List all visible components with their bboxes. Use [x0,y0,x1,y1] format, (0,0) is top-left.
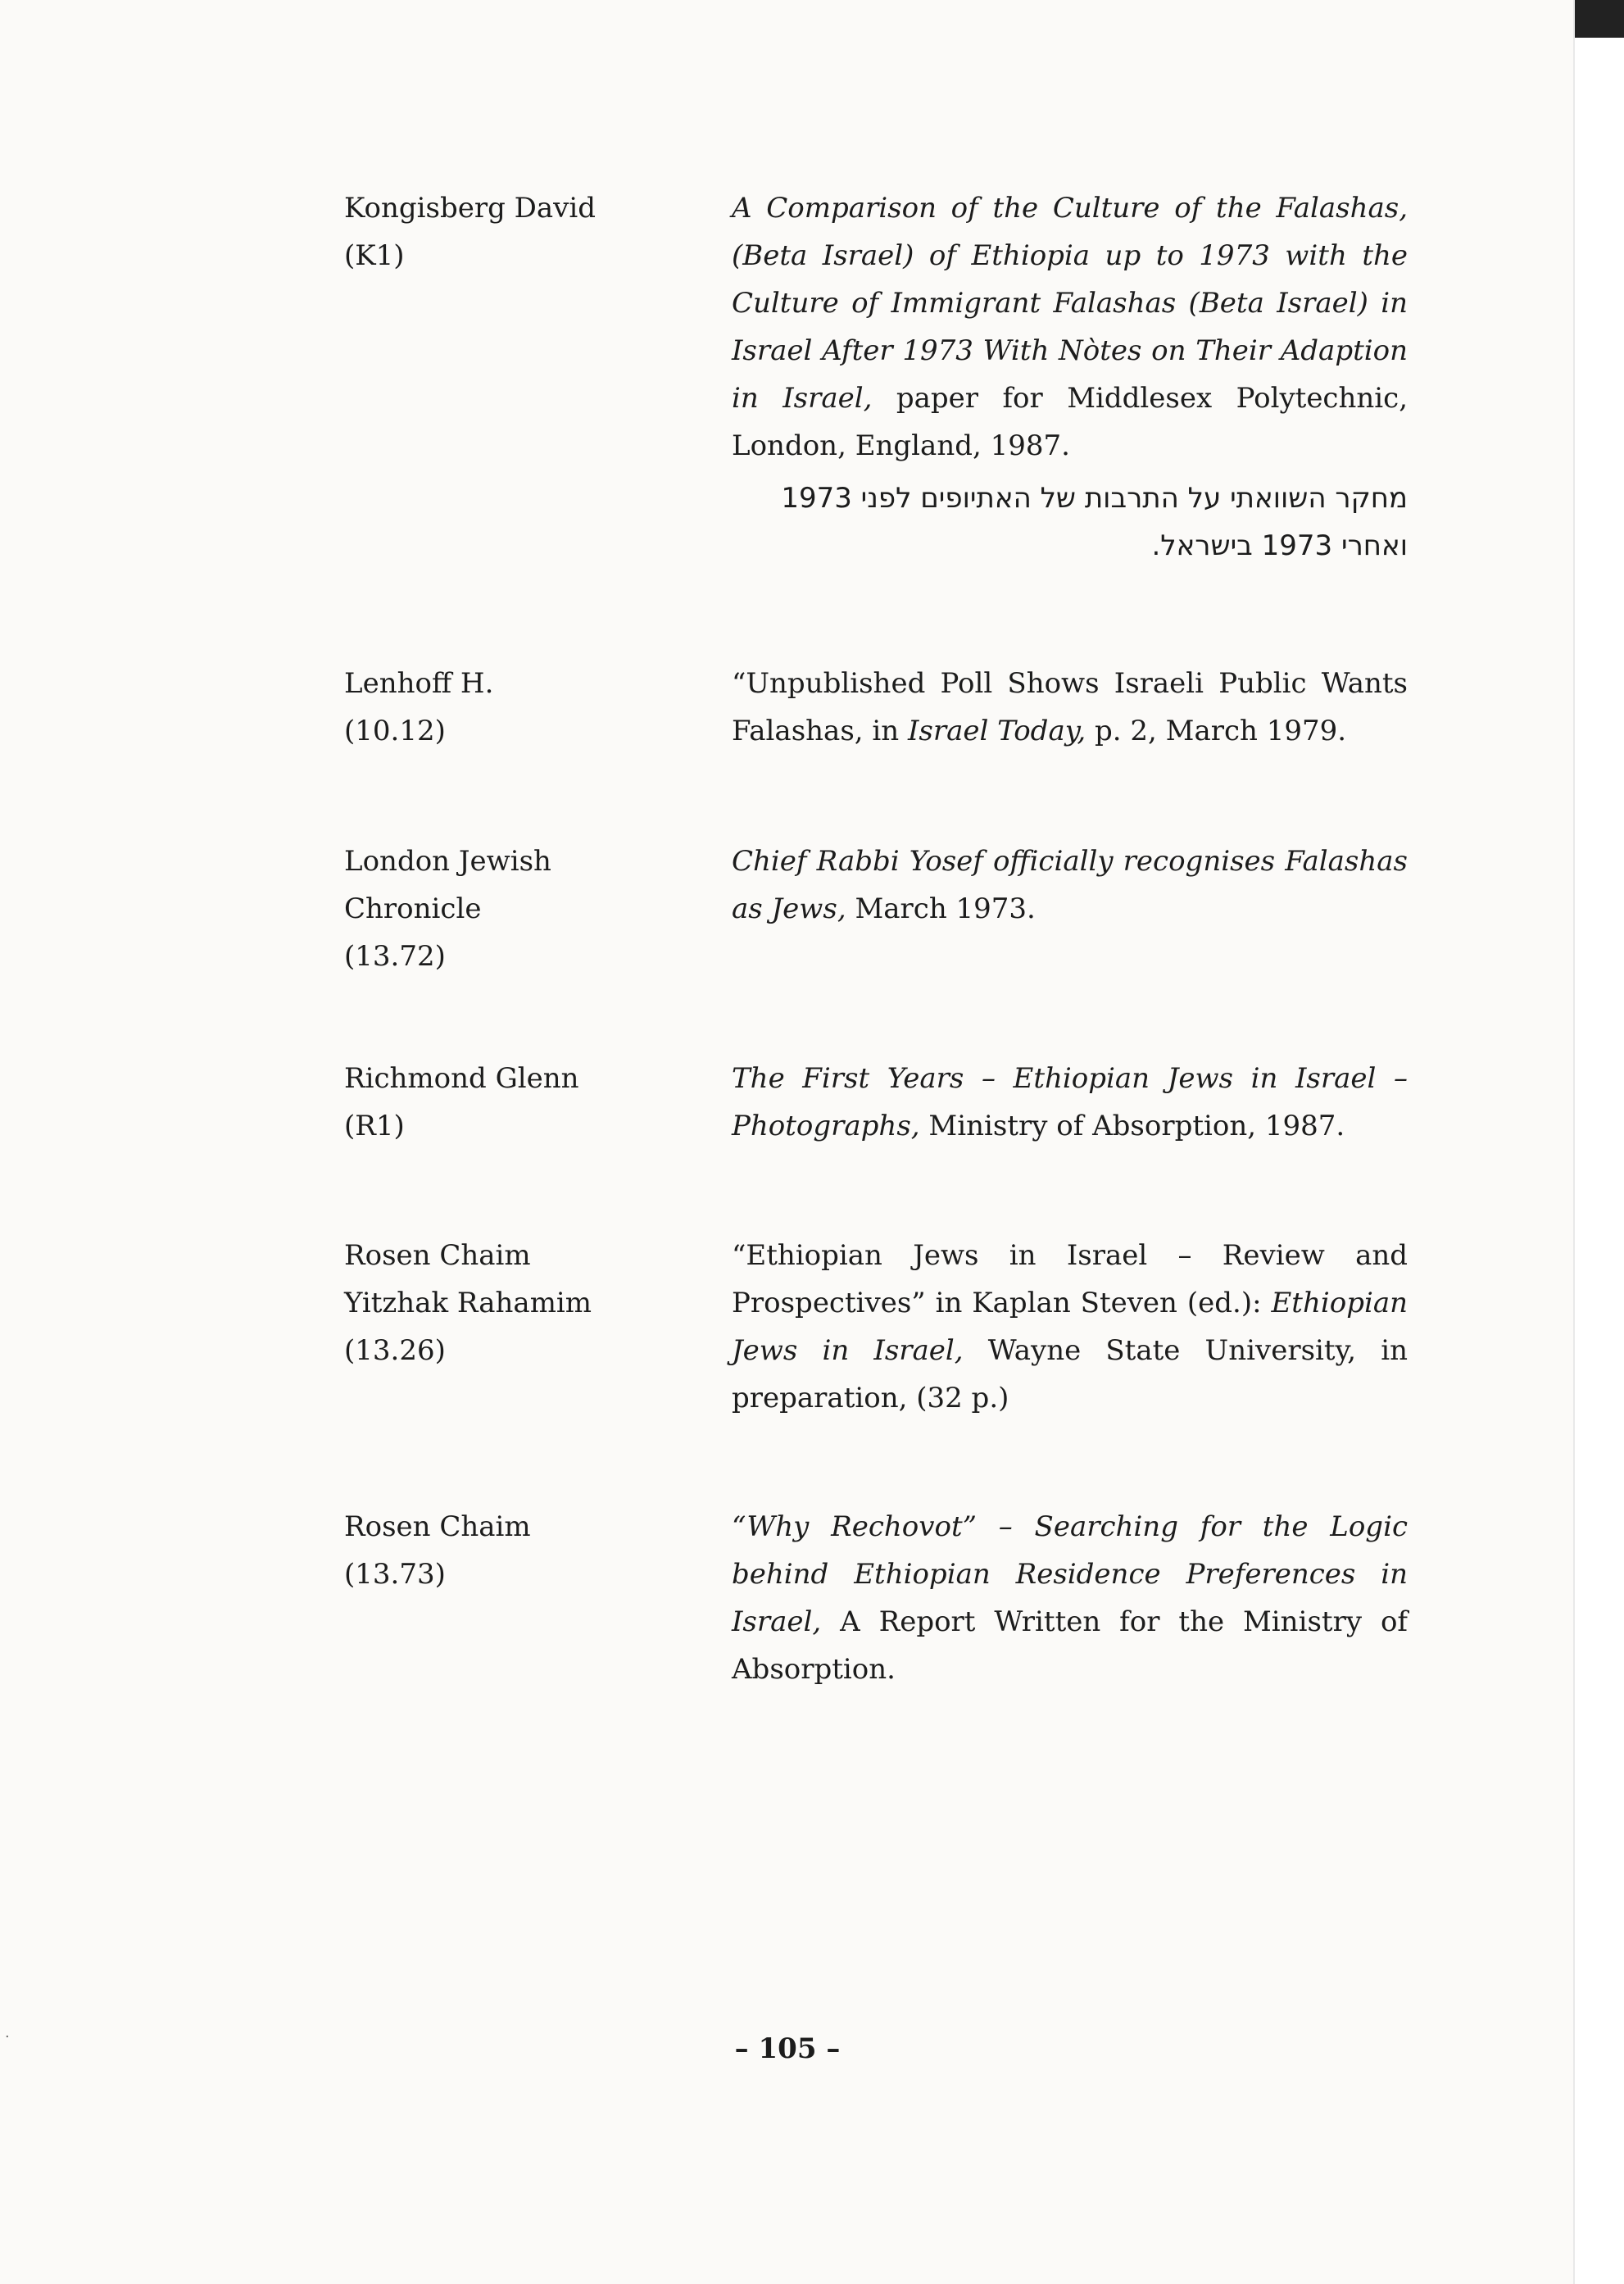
reference-details: “Unpublished Poll Shows Israeli Public Wants Falashas, in [732,667,1408,747]
reference-details: Ministry of Absorption, 1987. [919,1110,1345,1142]
entry-reference [732,838,1408,933]
author-line: Chronicle [344,892,482,925]
author-line: (13.26) [344,1334,446,1367]
author-line: Lenhoff H. [344,667,494,700]
entry-author [344,184,672,279]
reference-details: p. 2, March 1979. [1086,715,1347,747]
author-line: Rosen Chaim [344,1239,531,1272]
author-line: (10.12) [344,715,446,747]
author-line: London Jewish [344,845,551,878]
entry-reference [732,1055,1408,1150]
reference-title: Ethiopian Jews in Israel, [732,1287,1408,1367]
author-line: Rosen Chaim [344,1510,531,1543]
reference-details: paper for Middlesex Polytechnic, London, England, 1987. [732,382,1408,462]
author-line: (13.73) [344,1558,446,1591]
entry-author [344,1232,672,1374]
entry-reference [732,1503,1408,1693]
reference-details: March 1973. [846,892,1036,925]
author-line: (K1) [344,239,405,272]
reference-title: Israel Today, [907,715,1086,747]
entry-author [344,1503,672,1598]
reference-details: Wayne State University, in preparation, (32 p.) [732,1334,1408,1414]
entry-author [344,660,672,755]
author-line: Kongisberg David [344,192,597,225]
page-number: – 105 – [734,2032,841,2065]
reference-title: Chief Rabbi Yosef officially recognises Falashas as Jews, [732,845,1408,925]
hebrew-note: מחקר השוואתי על התרבות של האתיופים לפני 1973 ואחרי 1973 בישראל. [781,482,1408,562]
scan-edge-shadow [1575,0,1624,38]
entry-author [344,838,672,980]
reference-details: “Ethiopian Jews in Israel – Review and Prospectives” in Kaplan Steven (ed.): [732,1239,1408,1319]
author-line: (13.72) [344,940,446,973]
author-line: Yitzhak Rahamim [344,1287,592,1319]
scan-speck: · [5,2028,10,2046]
reference-title: The First Years – Ethiopian Jews in Israel – Photographs, [732,1062,1408,1142]
reference-title: “Why Rechovot” – Searching for the Logic behind Ethiopian Residence Preferences in Israel, [732,1510,1408,1638]
author-line: (R1) [344,1110,405,1142]
entry-reference [732,660,1408,755]
reference-details: A Report Written for the Ministry of Absorption. [732,1605,1408,1686]
entry-reference [732,1232,1408,1422]
entry-author [344,1055,672,1150]
entry-reference [732,184,1408,570]
reference-title: A Comparison of the Culture of the Falashas, (Beta Israel) of Ethiopia up to 1973 with the Culture of Immigrant Falashas (Beta Israel) in Israel After 1973 With Nòtes on Their Adaption in Israel, [732,192,1408,415]
author-line: Richmond Glenn [344,1062,579,1095]
scan-edge [1573,0,1624,2284]
